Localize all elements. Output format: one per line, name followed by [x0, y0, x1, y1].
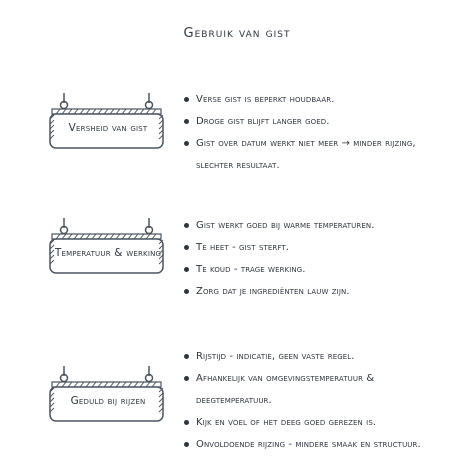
sign-label: Geduld bij rijzen — [70, 395, 146, 407]
bullet-icon — [184, 223, 189, 228]
list-item: Onvoldoende rijzing - mindere smaak en structuur. — [183, 434, 468, 456]
bullet-icon — [184, 376, 189, 381]
sign-label: Temperatuur & werking — [54, 247, 162, 259]
list-item: Zorg dat je ingrediënten lauw zijn. — [183, 281, 468, 303]
list-item-continuation: deegtemperatuur. — [196, 395, 272, 406]
list-item: Gist over datum werkt niet meer → minder rijzing, — [183, 133, 468, 155]
list-item: Afhankelijk van omgevingstemperatuur & — [183, 368, 468, 390]
page-title: Gebruik van gist — [183, 26, 291, 41]
bullet-icon — [184, 354, 189, 359]
list-item: Verse gist is beperkt houdbaar. — [183, 89, 468, 111]
bullet-icon — [184, 442, 189, 447]
list-item: Droge gist blijft langer goed. — [183, 111, 468, 133]
hanging-sign — [44, 366, 169, 432]
hanging-sign — [44, 93, 169, 159]
bullet-list — [183, 215, 468, 303]
bullet-icon — [184, 97, 189, 102]
bullet-list — [183, 346, 468, 456]
bullet-icon — [184, 420, 189, 425]
bullet-icon — [184, 119, 189, 124]
list-item-continuation: slechter resultaat. — [196, 160, 280, 171]
bullet-icon — [184, 289, 189, 294]
bullet-list — [183, 89, 468, 177]
list-item: Gist werkt goed bij warme temperaturen. — [183, 215, 468, 237]
sign-label: Versheid van gist — [68, 122, 148, 134]
list-item: Rijstijd - indicatie, geen vaste regel. — [183, 346, 468, 368]
list-item: Kijk en voel of het deeg goed gerezen is. — [183, 412, 468, 434]
list-item: Te heet - gist sterft. — [183, 237, 468, 259]
bullet-icon — [184, 245, 189, 250]
bullet-icon — [184, 141, 189, 146]
hanging-sign — [44, 218, 169, 284]
list-item: Te koud - trage werking. — [183, 259, 468, 281]
bullet-icon — [184, 267, 189, 272]
